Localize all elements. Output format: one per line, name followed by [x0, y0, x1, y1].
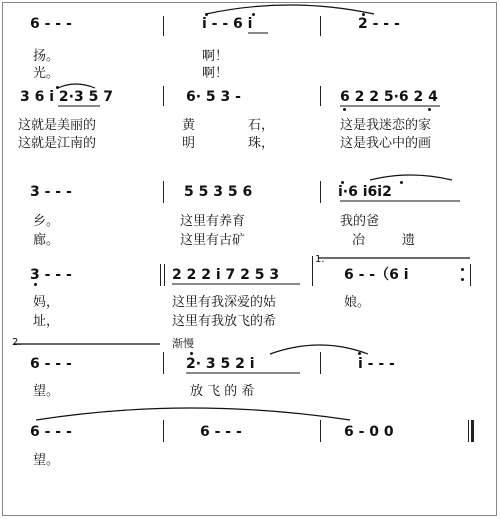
sys6-measure2: 6 - - - [200, 424, 242, 440]
sys2-lyric2-a: 这就是江南的 [18, 136, 97, 151]
sys2-measure3: 6 2 2 5·6 2 4 [340, 89, 438, 105]
sys3-lyric2-c: 冶 [352, 233, 366, 248]
sys1-measure3: 2 - - - [358, 16, 400, 32]
sys3-lyric1-a: 乡。 [33, 214, 60, 229]
sys5-lyric1-a: 望。 [33, 384, 60, 399]
sys3-measure2: 5 5 3 5 6 [184, 184, 253, 200]
sys2-lyric1-d: 这是我迷恋的家 [340, 118, 432, 133]
sys4-lyric1-b: 这里有我深爱的姑 [172, 295, 277, 310]
first-ending-mark: 1. [315, 254, 325, 265]
slur [370, 175, 452, 180]
sys2-lyric1-b: 黄 [182, 118, 196, 133]
slur [58, 84, 95, 88]
sys1-lyric2-a: 光。 [33, 66, 60, 81]
sys1-lyric1-b: 啊！ [202, 49, 229, 64]
sys4-measure2: 2 2 2 i 7 2 5 3 [172, 267, 280, 283]
sys6-measure1: 6 - - - [30, 424, 72, 440]
sys5-measure2: 2· 3 5 2 i [186, 356, 255, 372]
sys5-measure3: i - - - [358, 356, 395, 372]
expression-mark: 渐慢 [172, 337, 194, 350]
sys3-lyric1-c: 我的爸 [340, 214, 380, 229]
sys3-lyric1-b: 这里有养育 [180, 214, 246, 229]
sys6-measure3: 6 - 0 0 [344, 424, 394, 440]
sys2-measure2: 6· 5 3 - [186, 89, 241, 105]
sys4-lyric1-c: 娘。 [344, 295, 371, 310]
sys5-lyric1-b: 放 飞 的 希 [190, 384, 255, 399]
sys3-measure3: i·6 i6i2 [338, 184, 392, 200]
sys1-measure2: i - - 6 i [202, 16, 253, 32]
sys1-lyric2-b: 啊！ [202, 66, 229, 81]
sys2-lyric2-b: 明 [182, 136, 196, 151]
second-ending-mark: 2. [12, 337, 22, 348]
sys4-lyric2-b: 这里有我放飞的希 [172, 314, 277, 329]
sys1-lyric1-a: 扬。 [33, 49, 60, 64]
sys2-lyric1-a: 这就是美丽的 [18, 118, 97, 133]
sys3-lyric2-d: 遗 [402, 233, 416, 248]
sys6-lyric1-a: 望。 [33, 453, 60, 468]
sys4-measure1: 3 - - - [30, 267, 72, 283]
sys3-lyric2-a: 廊。 [33, 233, 60, 248]
sys2-lyric1-c: 石， [248, 118, 275, 133]
sys4-lyric1-a: 妈， [33, 295, 60, 310]
sys4-lyric2-a: 址， [33, 314, 60, 329]
sys4-measure3: 6 - -（6 i [344, 267, 409, 283]
sys5-measure1: 6 - - - [30, 356, 72, 372]
sys3-measure1: 3 - - - [30, 184, 72, 200]
slur [206, 5, 374, 14]
sys2-lyric2-d: 这是我心中的画 [340, 136, 432, 151]
slur [36, 408, 350, 420]
sys2-measure1: 3 6 i 2·3 5 7 [20, 89, 113, 105]
slur [270, 345, 368, 354]
sys2-lyric2-c: 珠， [248, 136, 275, 151]
sys3-lyric2-b: 这里有古矿 [180, 233, 246, 248]
sys1-measure1: 6 - - - [30, 16, 72, 32]
